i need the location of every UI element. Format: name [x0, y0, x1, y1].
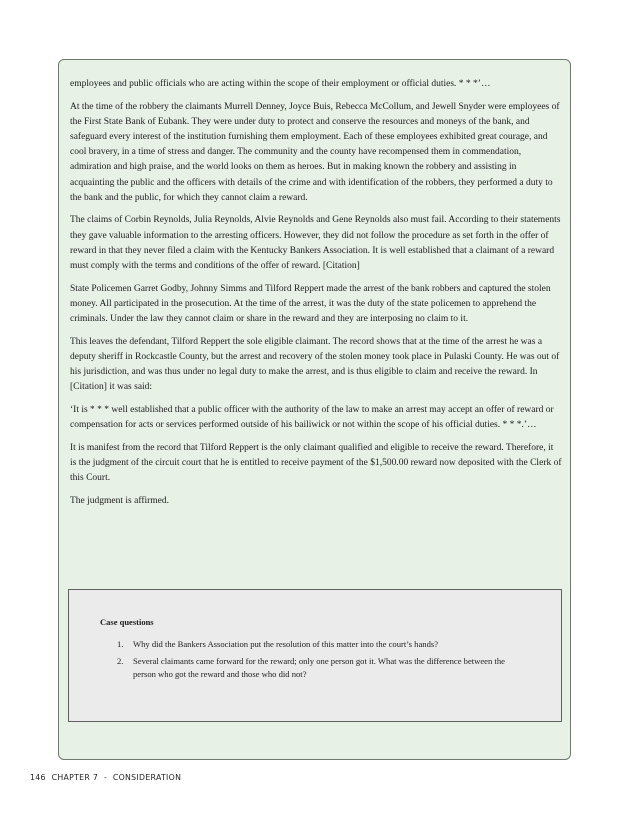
case-questions-box: [68, 589, 562, 722]
case-question-item: [117, 655, 517, 681]
case-excerpt-text: [70, 77, 562, 516]
chapter-label: CHAPTER 7: [51, 773, 99, 782]
case-question-item: [117, 638, 517, 651]
paragraph: At the time of the robbery the claimants Murrell Denney, Joyce Buis, Rebecca McCollum, and Jewell Snyder were employees of the First State Bank of Eubank. They were under duty to protect and conserve the resources and moneys of the bank, and safeguard every interest of the institution furnishing them employment. Each of these employees exhibited great courage, and cool bravery, in a time of stress and danger. The community and the county have recompensed them in commendation, admiration and high praise, and the world looks on them as heroes. But in making known the robbery and assisting in acquainting the public and the officers with details of the crime and with identification of the robbers, they performed a duty to the bank and the public, for which they cannot claim a reward.: [70, 101, 560, 203]
paragraph: State Policemen Garret Godby, Johnny Simms and Tilford Reppert made the arrest of the bank robbers and captured the stolen money. All participated in the prosecution. At the time of the arrest, it was the duty of the state policemen to apprehend the criminals. Under the law they cannot claim or share in the reward and they are interposing no claim to it.: [70, 283, 551, 325]
page-number: 146: [30, 773, 46, 782]
paragraph: It is manifest from the record that Tilford Reppert is the only claimant qualified and eligible to receive the reward. Therefore, it is the judgment of the circuit court that he is entitled to receive payment of the $1,500.00 reward now deposited with the Clerk of this Court.: [70, 442, 562, 484]
case-questions-list: [117, 638, 517, 686]
question-number: 1.: [117, 639, 124, 649]
footer-separator: -: [103, 773, 108, 782]
paragraph: ‘It is * * * well established that a public officer with the authority of the law to make an arrest may accept an offer of reward or compensation for acts or services performed outside of his bailiwick or not within the scope of his official duties. * * *.’…: [70, 404, 554, 431]
paragraph: The judgment is affirmed.: [70, 495, 170, 506]
page-footer: [30, 773, 184, 782]
paragraph: The claims of Corbin Reynolds, Julia Reynolds, Alvie Reynolds and Gene Reynolds also must fail. According to their statements they gave valuable information to the arresting officers. However, they did not follow the procedure as set forth in the offer of reward in that they never filed a claim with the Kentucky Bankers Association. It is well established that a claimant of a reward must comply with the terms and conditions of the offer of reward. [Citation]: [70, 215, 561, 272]
case-questions-title: Case questions: [100, 617, 154, 627]
paragraph: employees and public officials who are acting within the scope of their employment or official duties. * * *’…: [70, 79, 491, 89]
section-label: CONSIDERATION: [112, 773, 182, 782]
question-text: Why did the Bankers Association put the resolution of this matter into the court’s hands?: [133, 639, 439, 649]
question-number: 2.: [117, 656, 124, 667]
paragraph: This leaves the defendant, Tilford Reppert the sole eligible claimant. The record shows that at the time of the arrest he was a deputy sheriff in Rockcastle County, but the arrest and recovery of the stolen money took place in Pulaski County. He was out of his jurisdiction, and was thus under no legal duty to make the arrest, and is thus eligible to claim and receive the reward. In [Citation] it was said:: [70, 336, 560, 393]
question-text: Several claimants came forward for the reward; only one person got it. What was the difference between the person who got the reward and those who did not?: [133, 656, 505, 680]
